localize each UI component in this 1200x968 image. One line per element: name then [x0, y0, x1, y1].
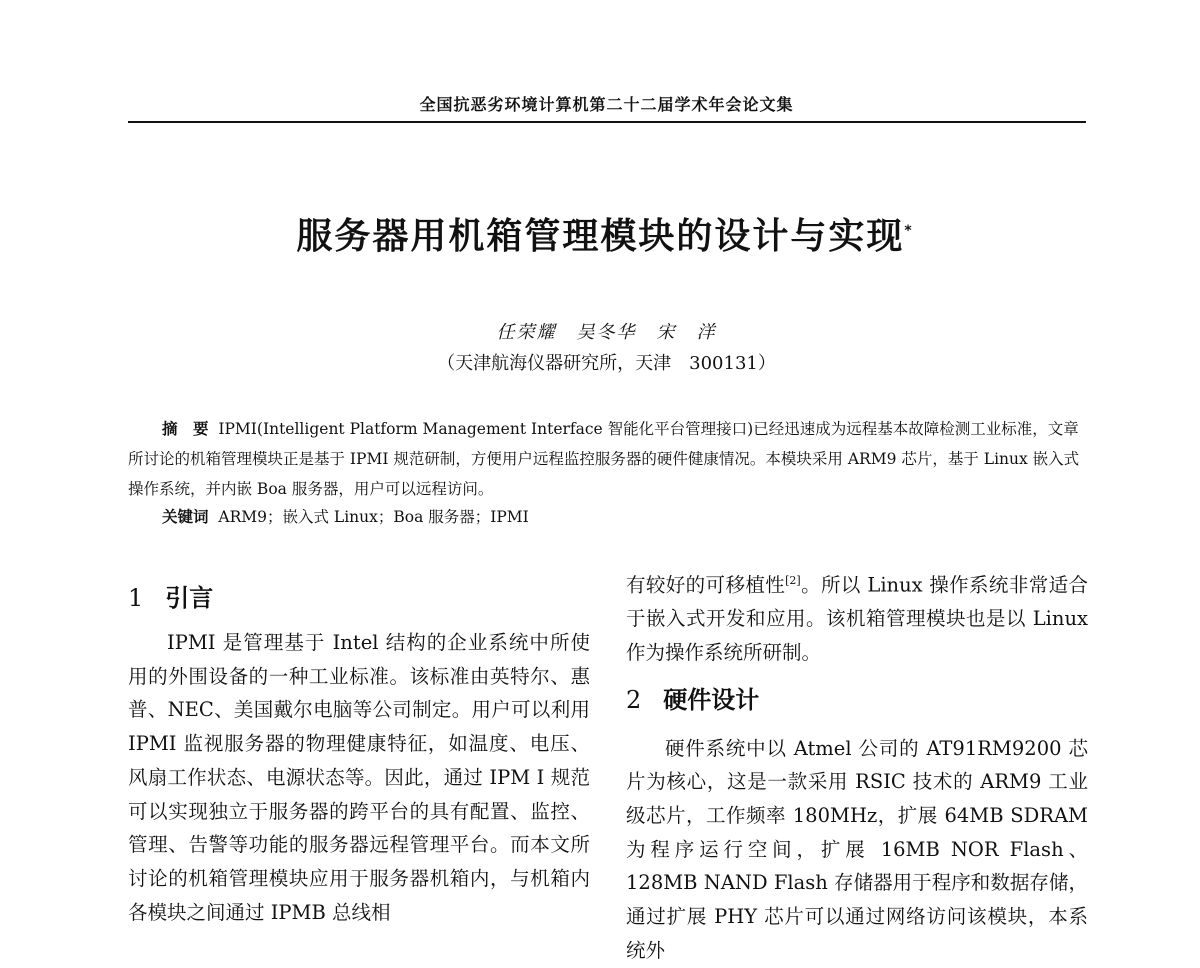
section-title: 引言 — [165, 584, 214, 612]
title-footnote-mark: * — [904, 223, 914, 239]
abstract — [128, 414, 1088, 504]
citation-ref: [2] — [785, 574, 801, 587]
continued-text-a: 有较好的可移植性 — [626, 573, 786, 597]
section-heading-1 — [128, 578, 590, 618]
section-number: 1 — [128, 584, 144, 612]
keywords — [162, 502, 1088, 532]
affiliation: （天津航海仪器研究所，天津 300131） — [437, 353, 776, 374]
abstract-label: 摘 要 — [162, 419, 209, 438]
right-column — [626, 564, 1088, 968]
running-head: 全国抗恶劣环境计算机第二十二届学术年会论文集 — [419, 95, 794, 114]
section-number: 2 — [626, 685, 642, 714]
keywords-label: 关键词 — [162, 507, 209, 526]
header-rule — [128, 121, 1086, 123]
continued-paragraph — [626, 564, 1088, 670]
section-title: 硬件设计 — [663, 685, 760, 714]
section-1-paragraph: IPMI 是管理基于 Intel 结构的企业系统中所使用的外围设备的一种工业标准。该标准由英特尔、惠普、NEC、美国戴尔电脑等公司制定。用户可以利用 IPMI 监视服务器的物理健康特征，如温度、电压、风扇工作状态、电源状态等。因此，通过 IPM I 规范可以实现独立于服务器的跨平台的具有配置、监控、管理、告警等功能的服务器远程管理平台。而本文所讨论的机箱管理模块应用于服务器机箱内，与机箱内各模块之间通过 IPMB 总线相 — [128, 631, 590, 924]
continued-text-b: 。所以 Linux 操作系统非常适合于嵌入式开发和应用。该机箱管理模块也是以 Linux 作为操作系统所研制。 — [626, 573, 1088, 664]
left-column — [128, 578, 590, 929]
keywords-text: ARM9；嵌入式 Linux；Boa 服务器；IPMI — [218, 508, 529, 526]
paper-title-text: 服务器用机箱管理模块的设计与实现 — [296, 216, 905, 257]
paper-title — [0, 208, 1200, 259]
section-2-paragraph: 硬件系统中以 Atmel 公司的 AT91RM9200 芯片为核心，这是一款采用 RSIC 技术的 ARM9 工业级芯片，工作频率 180MHz，扩展 64MB SDRAM 为程序运行空间，扩展 16MB NOR Flash、128MB NAND Flash 存储器用于程序和数据存储，通过扩展 PHY 芯片可以通过网络访问该模块，本系统外 — [626, 736, 1088, 962]
abstract-text: IPMI(Intelligent Platform Management Interface 智能化平台管理接口)已经迅速成为远程基本故障检测工业标准，文章所讨论的机箱管理模块正是基于 IPMI 规范研制，方便用户远程监控服务器的硬件健康情况。本模块采用 ARM9 芯片，基于 Linux 嵌入式操作系统，并内嵌 Boa 服务器，用户可以远程访问。 — [128, 420, 1080, 498]
author-list: 任荣耀 吴冬华 宋 洋 — [496, 322, 717, 343]
section-heading-2 — [626, 680, 1088, 720]
